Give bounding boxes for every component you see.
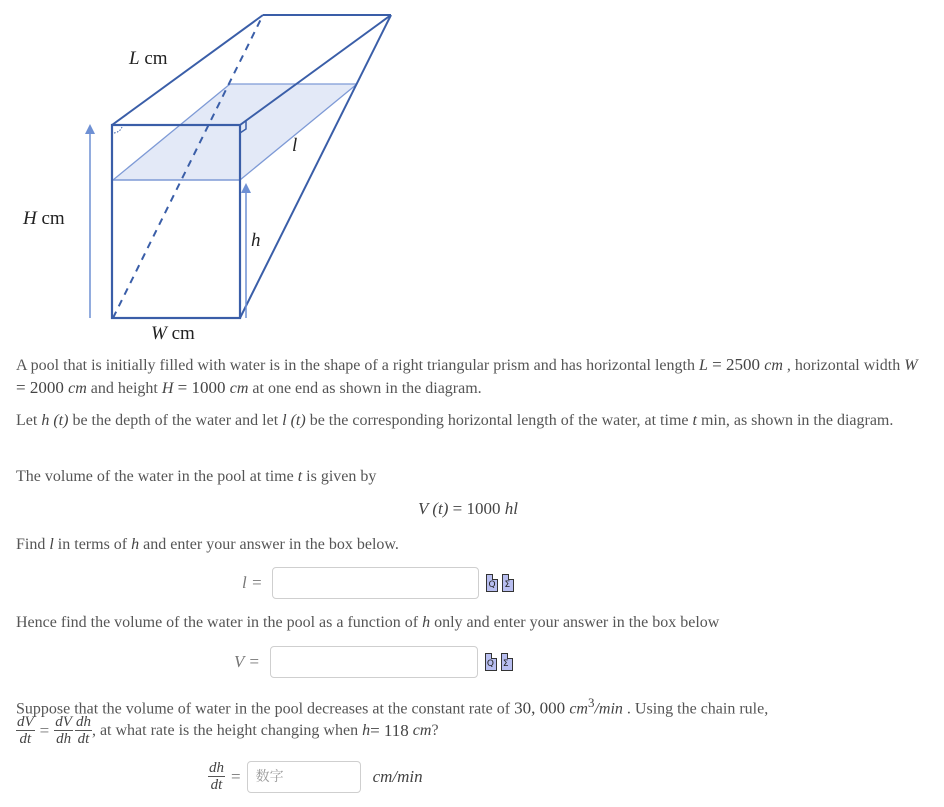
volume-formula: V (t) = 1000 hl bbox=[418, 499, 518, 518]
unit-label: cm/min bbox=[372, 766, 423, 786]
fraction-dVdh: $\frac{dV}{dh}$ bbox=[55, 714, 72, 747]
label-l: l bbox=[292, 135, 298, 156]
h-arrow-head bbox=[241, 183, 251, 193]
label-H: H cm bbox=[23, 208, 65, 229]
answer-dhdt-input[interactable] bbox=[247, 761, 361, 793]
answer-row-dhdt bbox=[208, 760, 423, 793]
question-l: Find l in terms of h and enter your answer in the box below. bbox=[16, 536, 399, 553]
fraction-dVdt: $\frac{dV}{dt}$ bbox=[17, 714, 34, 747]
answer-l-label: l = bbox=[242, 573, 263, 592]
label-h: h bbox=[251, 230, 261, 251]
answer-row-l bbox=[242, 567, 514, 599]
preview-icon[interactable]: Q bbox=[486, 574, 498, 592]
prism-svg bbox=[0, 0, 420, 350]
answer-row-V bbox=[234, 646, 513, 678]
rate-intro: Suppose that the volume of water in the pool decreases at the constant rate of 30, 000 $cm^3/\min$ . Using the chain rule, bbox=[16, 695, 769, 718]
label-L: L cm bbox=[129, 48, 168, 69]
answer-l-input[interactable] bbox=[272, 567, 479, 599]
problem-intro: A pool that is initially filled with water is in the shape of a right triangular prism and has horizontal length L = 2500 cm , horizontal width W = 2000 cm and height H = 1000 cm at one end as shown in the diagram. bbox=[16, 355, 918, 397]
question-V: Hence find the volume of the water in the pool as a function of h only and enter your answer in the box below bbox=[16, 614, 720, 631]
problem-definitions: Let h (t) be the depth of the water and let l (t) be the corresponding horizontal length of the water, at time t min, as shown in the diagram. bbox=[16, 412, 894, 429]
answer-V-input[interactable] bbox=[270, 646, 478, 678]
chain-rule-question: $\frac{dV}{dt}$ = $\frac{dV}{dh}$ $\frac{dh}{dt}$ , at what rate is the height changing when h = 118 cm ? bbox=[17, 714, 439, 747]
answer-V-label: V = bbox=[234, 652, 260, 671]
fraction-dhdt: $\frac{dh}{dt}$ bbox=[75, 714, 91, 747]
preview-icon[interactable]: Q bbox=[485, 653, 497, 671]
equation-editor-icon[interactable]: Σ bbox=[501, 653, 513, 671]
equation-editor-icon[interactable]: Σ bbox=[502, 574, 514, 592]
prism-diagram bbox=[0, 0, 420, 350]
volume-intro: The volume of the water in the pool at time t is given by bbox=[16, 468, 377, 485]
H-arrow-head bbox=[85, 124, 95, 134]
label-W: W cm bbox=[151, 323, 195, 344]
fraction-dhdt-label: $\frac{dh}{dt}$ bbox=[209, 760, 224, 793]
equals-sign: = bbox=[231, 766, 241, 786]
